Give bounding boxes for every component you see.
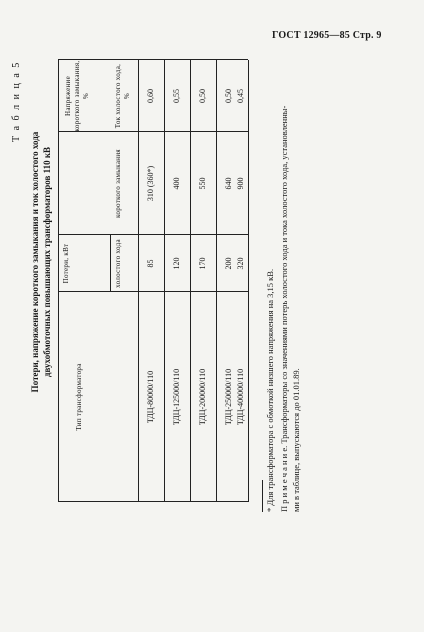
row-4-type: ТДЦ-250000/110 [224,368,233,426]
row-1-short-circuit: 310 (360*) [146,165,155,202]
row-5-short-circuit: 900 [236,177,245,190]
row-3-current: 0,50 [198,89,207,103]
table-caption-line1: Потери, напряжение короткого замыкания и ток холостого хода [30,131,40,393]
row-2-current: 0,55 [172,89,181,103]
row-4-current: 0,50 [224,89,233,103]
row-5-type: ТДЦ-400000/110 [236,368,245,426]
footnote: * Для трансформатора с обмоткой низшего напряжения на 3,15 кВ. [265,268,275,512]
row-1-current: 0,60 [146,89,155,103]
header-short-circuit-loss: короткого замыкания [114,149,122,218]
row-2-type: ТДЦ-125000/110 [172,368,181,426]
row-5-no-load: 320 [236,257,245,270]
header-no-load-loss: холостого хода [114,239,122,288]
row-3-short-circuit: 550 [198,177,207,190]
page-header: ГОСТ 12965—85 Стр. 9 [272,30,382,41]
row-1-type: ТДЦ-80000/110 [146,370,155,424]
remark-line1: П р и м е ч а н и е. Трансформаторы со значениями потерь холостого хода и тока холостого хода, установленны- [279,105,289,512]
header-no-load-current: Ток холостого хода, % [114,63,131,129]
header-transformer-type: Тип трансформатора [75,363,83,431]
row-3-no-load: 170 [198,257,207,270]
table-number: Т а б л и ц а 5 [11,61,22,142]
row-4-no-load: 200 [224,257,233,270]
footnote-rule [262,480,263,512]
header-losses-group: Потери, кВт [62,243,70,284]
row-2-no-load: 120 [172,257,181,270]
rotated-page-content [0,52,424,632]
remark-line2: ми в таблице, выпускаются до 01.01.89. [291,368,301,512]
table-caption-line2: двухобмоточных повышающих трансформаторов 110 кВ [42,146,52,378]
row-2-short-circuit: 400 [172,177,181,190]
row-4-short-circuit: 640 [224,177,233,190]
header-impedance-voltage: Напряжение короткого замыкания, % [64,60,90,132]
row-5-current: 0,45 [236,89,245,103]
row-1-no-load: 85 [146,259,155,268]
row-3-type: ТДЦ-200000/110 [198,368,207,426]
